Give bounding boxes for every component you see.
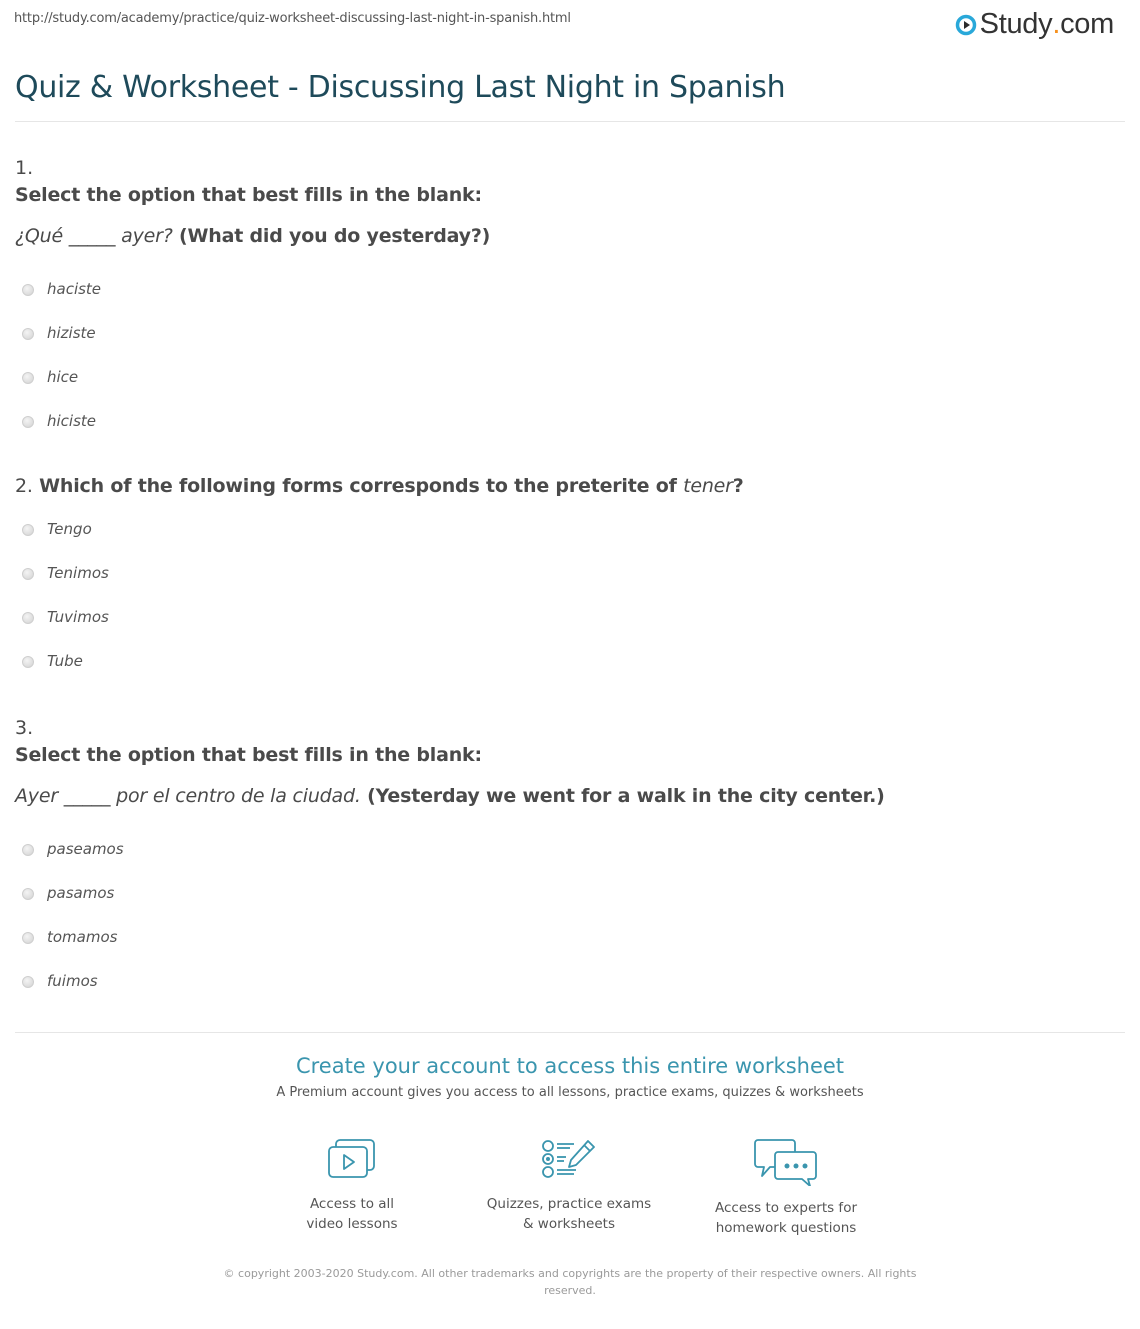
chat-bubbles-icon [754, 1138, 818, 1186]
option-label: Tenimos [47, 564, 109, 582]
feature-experts [686, 1138, 886, 1238]
option-label: tomamos [47, 928, 118, 946]
question-1-number: 1. [15, 157, 34, 179]
question-3-spanish: Ayer _____ por el centro de la ciudad. [15, 785, 361, 807]
video-lessons-icon [326, 1138, 378, 1182]
radio-button[interactable] [22, 416, 34, 428]
feature-quizzes [469, 1138, 669, 1234]
option-label: Tube [47, 652, 83, 670]
option-label: hiziste [47, 324, 96, 342]
q2-option-4[interactable] [22, 652, 83, 670]
feature-line-1: Access to experts for [714, 1200, 857, 1216]
feature-video-lessons [252, 1138, 452, 1234]
question-3-prompt: Select the option that best fills in the blank: [15, 744, 482, 766]
cta-subtitle: A Premium account gives you access to all lessons, practice exams, quizzes & worksheets [276, 1085, 864, 1100]
logo-text-main: Study [979, 8, 1053, 40]
q2-option-1[interactable] [22, 520, 92, 538]
question-2-prompt-italic: tener [683, 475, 733, 497]
title-divider [15, 121, 1125, 122]
question-2-prompt [15, 475, 744, 497]
page-url: http://study.com/academy/practice/quiz-worksheet-discussing-last-night-in-spanish.html [14, 11, 571, 26]
cta-divider [15, 1032, 1125, 1033]
question-1-sentence [15, 225, 490, 247]
radio-button[interactable] [22, 568, 34, 580]
question-3-number: 3. [15, 717, 34, 739]
feature-line-1: Access to all [309, 1196, 395, 1212]
option-label: Tengo [47, 520, 92, 538]
study-logo[interactable] [955, 8, 1114, 41]
q1-option-1[interactable] [22, 280, 101, 298]
option-label: fuimos [47, 972, 98, 990]
q3-option-3[interactable] [22, 928, 117, 946]
question-1-translation: (What did you do yesterday?) [179, 225, 491, 247]
question-3-sentence [15, 785, 885, 807]
quiz-checklist-icon [540, 1138, 598, 1182]
option-label: haciste [47, 280, 102, 298]
copyright-notice: © copyright 2003-2020 Study.com. All other trademarks and copyrights are the property of their respective owners. All rights reserved. [223, 1267, 917, 1297]
feature-line-2: video lessons [306, 1216, 398, 1232]
option-label: paseamos [47, 840, 124, 858]
question-2-number: 2. [15, 475, 33, 497]
question-3-translation: (Yesterday we went for a walk in the city center.) [367, 785, 885, 807]
q1-option-2[interactable] [22, 324, 96, 342]
option-label: pasamos [47, 884, 115, 902]
radio-button[interactable] [22, 844, 34, 856]
radio-button[interactable] [22, 372, 34, 384]
q3-option-2[interactable] [22, 884, 114, 902]
create-account-link[interactable]: Create your account to access this entire worksheet [295, 1054, 845, 1078]
logo-dot: . [1052, 8, 1061, 40]
question-2-prompt-suffix: ? [732, 475, 744, 497]
option-label: hice [47, 368, 79, 386]
radio-button[interactable] [22, 612, 34, 624]
q2-option-2[interactable] [22, 564, 109, 582]
q1-option-3[interactable] [22, 368, 78, 386]
radio-button[interactable] [22, 888, 34, 900]
feature-line-2: homework questions [715, 1220, 857, 1236]
q1-option-4[interactable] [22, 412, 96, 430]
feature-line-1: Quizzes, practice exams [486, 1196, 652, 1212]
question-1-prompt: Select the option that best fills in the blank: [15, 184, 482, 206]
radio-button[interactable] [22, 284, 34, 296]
q2-option-3[interactable] [22, 608, 109, 626]
question-2-prompt-prefix: Which of the following forms corresponds to the preterite of [39, 475, 677, 497]
radio-button[interactable] [22, 524, 34, 536]
radio-button[interactable] [22, 932, 34, 944]
play-circle-icon [955, 14, 977, 36]
radio-button[interactable] [22, 328, 34, 340]
question-1-spanish: ¿Qué _____ ayer? [15, 225, 173, 247]
feature-line-2: & worksheets [522, 1216, 615, 1232]
logo-text-tld: com [1060, 8, 1114, 40]
radio-button[interactable] [22, 976, 34, 988]
page-title: Quiz & Worksheet - Discussing Last Night in Spanish [15, 70, 786, 105]
q3-option-1[interactable] [22, 840, 124, 858]
option-label: hiciste [47, 412, 97, 430]
radio-button[interactable] [22, 656, 34, 668]
option-label: Tuvimos [47, 608, 109, 626]
q3-option-4[interactable] [22, 972, 98, 990]
